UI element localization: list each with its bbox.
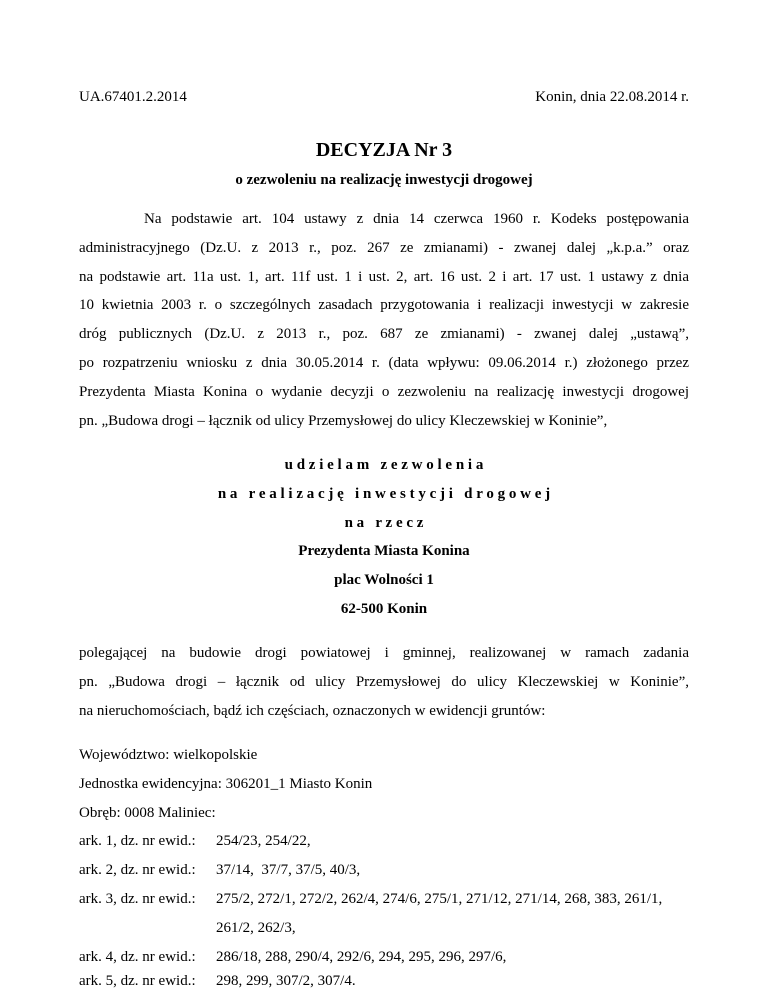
parcel-values: 37/14, 37/7, 37/5, 40/3, [216,862,361,878]
parcel-label: ark. 2, dz. nr ewid.: [79,862,196,878]
decision-subtitle: o zezwoleniu na realizację inwestycji drogowej [235,172,533,188]
parcel-label: ark. 1, dz. nr ewid.: [79,833,196,849]
parcel-values: 298, 299, 307/2, 307/4. [216,973,356,989]
basis-line: po rozpatrzeniu wniosku z dnia 30.05.2014 r. (data wpływu: 09.06.2014 r.) złożonego przez [79,355,689,371]
parcel-values: 254/23, 254/22, [216,833,311,849]
basis-line: Prezydenta Miasta Konina o wydanie decyzji o zezwoleniu na realizację inwestycji drogowej [79,384,689,400]
recipient-name: Prezydenta Miasta Konina [298,543,470,559]
parcel-values: 275/2, 272/1, 272/2, 262/4, 274/6, 275/1, 271/12, 271/14, 268, 383, 261/1, [216,891,663,907]
scope-line: polegającej na budowie drogi powiatowej i gminnej, realizowanej w ramach zadania [79,645,689,661]
case-number: UA.67401.2.2014 [79,89,187,105]
recipient-street: plac Wolności 1 [334,572,434,588]
registry-unit: Jednostka ewidencyjna: 306201_1 Miasto Konin [79,776,373,792]
basis-line: 10 kwietnia 2003 r. o szczególnych zasadach przygotowania i realizacji inwestycji w zakresie [79,297,689,313]
basis-line: na podstawie art. 11a ust. 1, art. 11f ust. 1 i ust. 2, art. 16 ust. 2 i art. 17 ust. 1 ustawy z dnia [79,269,689,285]
recipient-city: 62-500 Konin [340,601,428,617]
decision-title: DECYZJA Nr 3 [315,139,453,161]
basis-line: Na podstawie art. 104 ustawy z dnia 14 czerwca 1960 r. Kodeks postępowania [144,211,689,227]
parcel-label: ark. 5, dz. nr ewid.: [79,973,196,989]
place-date: Konin, dnia 22.08.2014 r. [535,89,689,105]
parcel-values: 286/18, 288, 290/4, 292/6, 294, 295, 296, 297/6, [216,949,507,965]
basis-line: dróg publicznych (Dz.U. z 2013 r., poz. 687 ze zmianami) - zwanej dalej „ustawą”, [79,326,689,342]
parcel-label: ark. 4, dz. nr ewid.: [79,949,196,965]
decision-grant-line: u d z i e l a m z e z w o l e n i a [284,457,484,473]
basis-line: administracyjnego (Dz.U. z 2013 r., poz. 267 ze zmianami) - zwanej dalej „k.p.a.” oraz [79,240,689,256]
parcel-label: ark. 3, dz. nr ewid.: [79,891,196,907]
voivodeship: Województwo: wielkopolskie [79,747,258,763]
decision-for-line: n a r z e c z [344,515,424,531]
precinct: Obręb: 0008 Maliniec: [79,805,216,821]
basis-line: pn. „Budowa drogi – łącznik od ulicy Przemysłowej do ulicy Kleczewskiej w Koninie”, [79,413,608,429]
parcel-values-continued: 261/2, 262/3, [216,920,296,936]
scope-line: pn. „Budowa drogi – łącznik od ulicy Przemysłowej do ulicy Kleczewskiej w Koninie”, [79,674,689,690]
decision-scope-line: n a r e a l i z a c j ę i n w e s t y c j i d r o g o w e j [217,486,551,502]
scope-line: na nieruchomościach, bądź ich częściach, oznaczonych w ewidencji gruntów: [79,703,546,719]
